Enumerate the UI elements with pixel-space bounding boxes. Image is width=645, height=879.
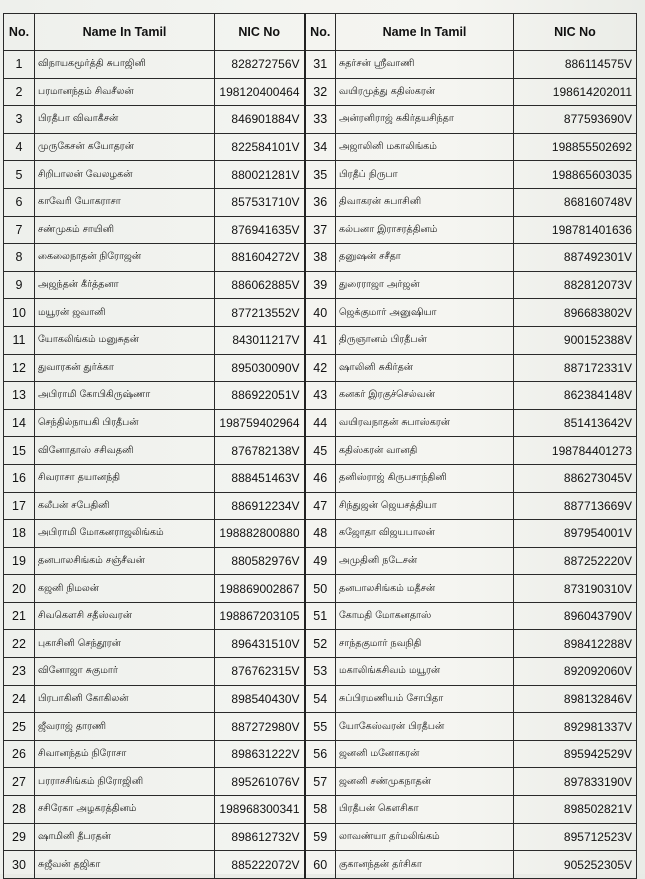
row-name-tamil: ஜனனி சண்முகநாதன்: [336, 768, 514, 796]
table-row: [4, 244, 637, 272]
row-number: 58: [305, 796, 336, 824]
row-name-tamil: சிறிபாலன் வேலழகன்: [35, 161, 215, 189]
row-nic-number: 877593690V: [514, 106, 637, 134]
table-row: [4, 520, 637, 548]
table-row: [4, 492, 637, 520]
table-row: [4, 106, 637, 134]
row-number: 44: [305, 409, 336, 437]
header-nic-right: NIC No: [514, 14, 637, 51]
table-row: [4, 271, 637, 299]
row-number: 18: [4, 520, 35, 548]
row-nic-number: 888451463V: [215, 464, 305, 492]
row-nic-number: 198781401636: [514, 216, 637, 244]
row-name-tamil: பிரபாகினி கோகிலன்: [35, 685, 215, 713]
row-name-tamil: பரராசசிங்கம் நிரோஜினி: [35, 768, 215, 796]
row-nic-number: 198855502692: [514, 133, 637, 161]
row-nic-number: 198867203105: [215, 602, 305, 630]
header-name-right: Name In Tamil: [336, 14, 514, 51]
row-number: 25: [4, 713, 35, 741]
row-nic-number: 822584101V: [215, 133, 305, 161]
row-nic-number: 898631222V: [215, 740, 305, 768]
row-number: 1: [4, 51, 35, 79]
row-name-tamil: தனபாலசிங்கம் சஞ்சீவன்: [35, 547, 215, 575]
row-number: 7: [4, 216, 35, 244]
row-number: 31: [305, 51, 336, 79]
row-nic-number: 198784401273: [514, 437, 637, 465]
row-number: 36: [305, 188, 336, 216]
header-no-left: No.: [4, 14, 35, 51]
row-number: 33: [305, 106, 336, 134]
table-row: [4, 740, 637, 768]
row-number: 9: [4, 271, 35, 299]
row-name-tamil: ஜனனி மனோகரன்: [336, 740, 514, 768]
row-nic-number: 828272756V: [215, 51, 305, 79]
row-nic-number: 846901884V: [215, 106, 305, 134]
table-row: [4, 188, 637, 216]
row-nic-number: 198865603035: [514, 161, 637, 189]
row-nic-number: 898502821V: [514, 796, 637, 824]
row-nic-number: 898132846V: [514, 685, 637, 713]
row-nic-number: 886114575V: [514, 51, 637, 79]
row-name-tamil: சிவராசா தயானந்தி: [35, 464, 215, 492]
row-nic-number: 887492301V: [514, 244, 637, 272]
row-number: 34: [305, 133, 336, 161]
row-number: 55: [305, 713, 336, 741]
row-nic-number: 876782138V: [215, 437, 305, 465]
row-nic-number: 895712523V: [514, 823, 637, 851]
row-nic-number: 895261076V: [215, 768, 305, 796]
row-number: 3: [4, 106, 35, 134]
row-name-tamil: பிரதீபா விவாகீசன்: [35, 106, 215, 134]
row-name-tamil: விநாயகமூர்த்தி சுபாஜினி: [35, 51, 215, 79]
row-nic-number: 898412288V: [514, 630, 637, 658]
row-name-tamil: கஜோதா விஜயபாலன்: [336, 520, 514, 548]
row-name-tamil: கதிஸ்கரன் வானதி: [336, 437, 514, 465]
row-nic-number: 897833190V: [514, 768, 637, 796]
row-name-tamil: கைலைநாதன் நிரோஜன்: [35, 244, 215, 272]
row-name-tamil: கோமதி மோகனதாஸ்: [336, 602, 514, 630]
row-name-tamil: தனபாலசிங்கம் மதீசன்: [336, 575, 514, 603]
table-row: [4, 768, 637, 796]
row-name-tamil: ஷாலினி சுகிர்தன்: [336, 354, 514, 382]
table-row: [4, 602, 637, 630]
row-name-tamil: முருகேசன் கயோதரன்: [35, 133, 215, 161]
row-number: 37: [305, 216, 336, 244]
row-number: 12: [4, 354, 35, 382]
row-number: 16: [4, 464, 35, 492]
row-number: 13: [4, 382, 35, 410]
row-number: 26: [4, 740, 35, 768]
row-name-tamil: துவாரகன் துர்க்கா: [35, 354, 215, 382]
table-row: [4, 658, 637, 686]
row-number: 38: [305, 244, 336, 272]
row-number: 8: [4, 244, 35, 272]
row-name-tamil: சிவானந்தம் நிரோசா: [35, 740, 215, 768]
table-row: [4, 464, 637, 492]
row-nic-number: 843011217V: [215, 326, 305, 354]
row-nic-number: 880021281V: [215, 161, 305, 189]
row-nic-number: 892092060V: [514, 658, 637, 686]
row-name-tamil: சுதர்சன் ஸ்ரீவாணி: [336, 51, 514, 79]
row-nic-number: 892981337V: [514, 713, 637, 741]
row-number: 48: [305, 520, 336, 548]
row-name-tamil: பிரதீப் நிருபா: [336, 161, 514, 189]
row-name-tamil: சுப்பிரமணியம் சோபிதா: [336, 685, 514, 713]
row-name-tamil: வயிரவநாதன் சுபாஸ்கரன்: [336, 409, 514, 437]
row-name-tamil: வினோதாஸ் சசிவதனி: [35, 437, 215, 465]
row-nic-number: 886273045V: [514, 464, 637, 492]
row-name-tamil: ஷாமினி தீபரதன்: [35, 823, 215, 851]
row-nic-number: 898612732V: [215, 823, 305, 851]
row-nic-number: 886912234V: [215, 492, 305, 520]
row-number: 45: [305, 437, 336, 465]
table-row: [4, 851, 637, 879]
table-row: [4, 51, 637, 79]
table-row: [4, 409, 637, 437]
row-name-tamil: அன்ரனிராஜ் சுகிர்தயசிந்தா: [336, 106, 514, 134]
row-name-tamil: ஜீவராஜ் தாரணி: [35, 713, 215, 741]
row-number: 20: [4, 575, 35, 603]
row-number: 10: [4, 299, 35, 327]
table-row: [4, 161, 637, 189]
row-nic-number: 873190310V: [514, 575, 637, 603]
table-row: [4, 630, 637, 658]
row-name-tamil: யோகலிங்கம் மனுசுதன்: [35, 326, 215, 354]
header-name-left: Name In Tamil: [35, 14, 215, 51]
table-row: [4, 133, 637, 161]
table-row: [4, 299, 637, 327]
row-number: 21: [4, 602, 35, 630]
row-number: 59: [305, 823, 336, 851]
row-number: 60: [305, 851, 336, 879]
row-nic-number: 882812073V: [514, 271, 637, 299]
row-number: 14: [4, 409, 35, 437]
row-name-tamil: அபிராமி மோகனராஜலிங்கம்: [35, 520, 215, 548]
row-name-tamil: பிரதீபன் கௌசிகா: [336, 796, 514, 824]
row-nic-number: 851413642V: [514, 409, 637, 437]
table-row: [4, 685, 637, 713]
nic-table: [3, 13, 637, 879]
row-number: 39: [305, 271, 336, 299]
row-name-tamil: கனகர் இரகுச்செல்வன்: [336, 382, 514, 410]
row-name-tamil: துரைராஜா அர்ஜன்: [336, 271, 514, 299]
row-name-tamil: சாந்தகுமார் நவநிதி: [336, 630, 514, 658]
row-nic-number: 887713669V: [514, 492, 637, 520]
row-nic-number: 896043790V: [514, 602, 637, 630]
header-nic-left: NIC No: [215, 14, 305, 51]
table-row: [4, 796, 637, 824]
row-name-tamil: சசிரேகா அழகரத்தினம்: [35, 796, 215, 824]
row-number: 28: [4, 796, 35, 824]
row-nic-number: 895942529V: [514, 740, 637, 768]
row-number: 40: [305, 299, 336, 327]
row-number: 30: [4, 851, 35, 879]
row-number: 52: [305, 630, 336, 658]
row-nic-number: 887252220V: [514, 547, 637, 575]
table-row: [4, 354, 637, 382]
row-name-tamil: சண்முகம் சாயினி: [35, 216, 215, 244]
row-nic-number: 897954001V: [514, 520, 637, 548]
row-nic-number: 886062885V: [215, 271, 305, 299]
row-nic-number: 881604272V: [215, 244, 305, 272]
row-number: 41: [305, 326, 336, 354]
row-name-tamil: செந்தில்நாயகி பிரதீபன்: [35, 409, 215, 437]
row-nic-number: 198614202011: [514, 78, 637, 106]
row-number: 53: [305, 658, 336, 686]
table-row: [4, 326, 637, 354]
row-number: 56: [305, 740, 336, 768]
row-nic-number: 887272980V: [215, 713, 305, 741]
row-nic-number: 895030090V: [215, 354, 305, 382]
table-row: [4, 713, 637, 741]
row-name-tamil: தனிஸ்ராஜ் கிருபசாந்தினி: [336, 464, 514, 492]
row-number: 15: [4, 437, 35, 465]
row-nic-number: 198120400464: [215, 78, 305, 106]
row-name-tamil: அமுதினி நடேசன்: [336, 547, 514, 575]
row-number: 22: [4, 630, 35, 658]
row-name-tamil: திவாகரன் சுபாசினி: [336, 188, 514, 216]
row-name-tamil: கலீபன் சபேதினி: [35, 492, 215, 520]
row-number: 29: [4, 823, 35, 851]
row-number: 54: [305, 685, 336, 713]
row-name-tamil: குகானந்தன் தர்சிகா: [336, 851, 514, 879]
row-name-tamil: வினோஜா சுகுமார்: [35, 658, 215, 686]
row-number: 19: [4, 547, 35, 575]
row-number: 2: [4, 78, 35, 106]
table-header-row: [4, 14, 637, 51]
row-nic-number: 905252305V: [514, 851, 637, 879]
row-name-tamil: அஜாலினி மகாலிங்கம்: [336, 133, 514, 161]
header-no-right: No.: [305, 14, 336, 51]
row-number: 43: [305, 382, 336, 410]
row-name-tamil: கஜனி நிமலன்: [35, 575, 215, 603]
table-row: [4, 547, 637, 575]
table-row: [4, 78, 637, 106]
row-number: 49: [305, 547, 336, 575]
row-name-tamil: ஜெக்குமார் அனுஷியா: [336, 299, 514, 327]
row-number: 46: [305, 464, 336, 492]
row-nic-number: 886922051V: [215, 382, 305, 410]
row-nic-number: 198882800880: [215, 520, 305, 548]
row-nic-number: 876941635V: [215, 216, 305, 244]
row-name-tamil: சிவகௌசி சதீஸ்வரன்: [35, 602, 215, 630]
row-name-tamil: திருஞானம் பிரதீபன்: [336, 326, 514, 354]
table-row: [4, 823, 637, 851]
row-name-tamil: அபிராமி கோபிகிருஷ்ணா: [35, 382, 215, 410]
row-number: 23: [4, 658, 35, 686]
row-nic-number: 198759402964: [215, 409, 305, 437]
row-nic-number: 898540430V: [215, 685, 305, 713]
row-number: 42: [305, 354, 336, 382]
row-number: 57: [305, 768, 336, 796]
table-row: [4, 437, 637, 465]
row-number: 27: [4, 768, 35, 796]
row-name-tamil: பரமானந்தம் சிவசீலன்: [35, 78, 215, 106]
row-number: 6: [4, 188, 35, 216]
row-number: 47: [305, 492, 336, 520]
row-name-tamil: காவேரி யோகராசா: [35, 188, 215, 216]
row-nic-number: 896683802V: [514, 299, 637, 327]
row-number: 50: [305, 575, 336, 603]
row-number: 11: [4, 326, 35, 354]
row-number: 32: [305, 78, 336, 106]
row-number: 17: [4, 492, 35, 520]
row-nic-number: 198869002867: [215, 575, 305, 603]
row-nic-number: 885222072V: [215, 851, 305, 879]
row-name-tamil: லாவண்யா தர்மலிங்கம்: [336, 823, 514, 851]
row-name-tamil: யோகேஸ்வரன் பிரதீபன்: [336, 713, 514, 741]
row-nic-number: 862384148V: [514, 382, 637, 410]
row-name-tamil: கல்பனா இராசரத்தினம்: [336, 216, 514, 244]
row-number: 24: [4, 685, 35, 713]
row-number: 4: [4, 133, 35, 161]
row-nic-number: 880582976V: [215, 547, 305, 575]
row-nic-number: 857531710V: [215, 188, 305, 216]
row-name-tamil: வயிரமுத்து கதிஸ்கரன்: [336, 78, 514, 106]
row-nic-number: 896431510V: [215, 630, 305, 658]
row-nic-number: 868160748V: [514, 188, 637, 216]
row-name-tamil: அஜந்தன் கீர்த்தனா: [35, 271, 215, 299]
row-nic-number: 900152388V: [514, 326, 637, 354]
row-name-tamil: சுஜீவன் தஜிகா: [35, 851, 215, 879]
table-row: [4, 382, 637, 410]
row-nic-number: 877213552V: [215, 299, 305, 327]
row-name-tamil: தனுஷன் சசீதா: [336, 244, 514, 272]
row-nic-number: 887172331V: [514, 354, 637, 382]
row-number: 51: [305, 602, 336, 630]
row-nic-number: 876762315V: [215, 658, 305, 686]
row-name-tamil: சிந்துஜன் ஜெயசத்தியா: [336, 492, 514, 520]
row-name-tamil: மகாலிங்கசிவம் மயூரன்: [336, 658, 514, 686]
row-nic-number: 198968300341: [215, 796, 305, 824]
row-name-tamil: மயூரன் ஜவானி: [35, 299, 215, 327]
row-name-tamil: புகாசினி செந்தூரன்: [35, 630, 215, 658]
row-number: 35: [305, 161, 336, 189]
table-row: [4, 575, 637, 603]
table-row: [4, 216, 637, 244]
row-number: 5: [4, 161, 35, 189]
